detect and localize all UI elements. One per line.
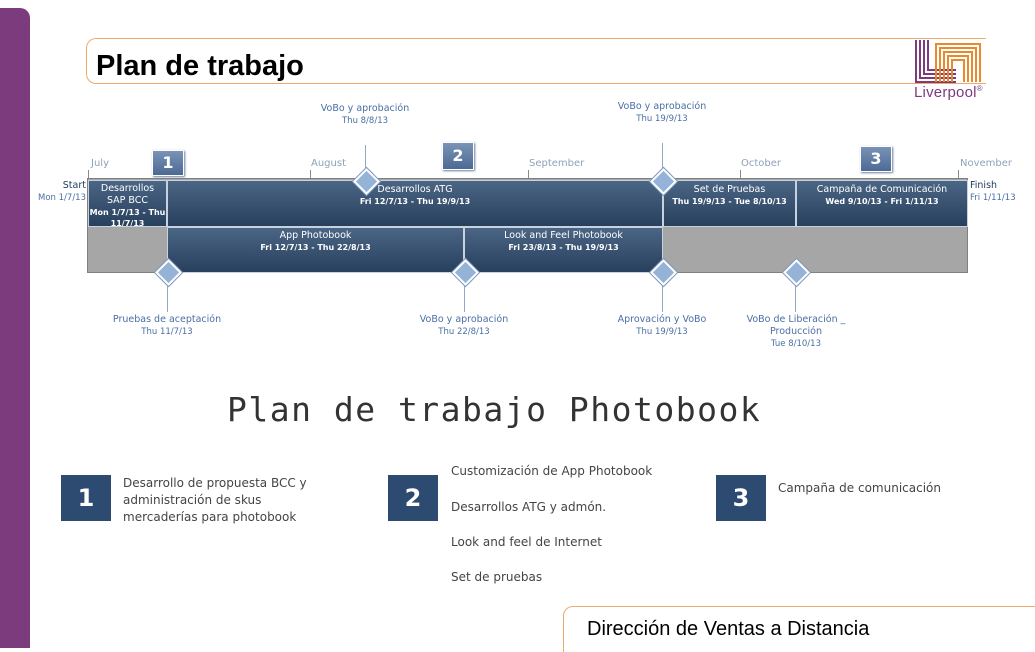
finish-date: Fri 1/11/13: [970, 193, 1016, 203]
task-name: Campaña de Comunicación: [816, 184, 948, 195]
phase-marker-3: 3: [860, 146, 892, 172]
task-bar-look-and-feel: [464, 227, 663, 273]
task-name: Desarrollos ATG: [377, 184, 453, 195]
month-label-november: November: [960, 158, 1013, 169]
task-bar-set-de-pruebas: [663, 180, 796, 227]
month-label-july: July: [91, 158, 109, 169]
task-name: Desarrollos SAP BCC: [100, 183, 155, 206]
task-name: Look and Feel Photobook: [504, 230, 623, 241]
milestone-name: VoBo y aprobación: [320, 103, 410, 114]
milestone-name: Aprovación y VoBo: [617, 314, 707, 325]
milestone-bottom-2: [404, 314, 524, 338]
phase-3-description: Campaña de comunicación: [778, 481, 941, 495]
task-dates: Thu 19/9/13 - Tue 8/10/13: [672, 197, 787, 206]
left-decorative-bar: [0, 8, 30, 648]
task-name: App Photobook: [279, 230, 352, 241]
milestone-name: VoBo de Liberación _ Producción: [746, 314, 846, 337]
finish-label: Finish: [970, 180, 998, 191]
milestone-date: Tue 8/10/13: [771, 339, 821, 349]
phase-marker-2: 2: [442, 142, 474, 170]
milestone-name: Pruebas de aceptación: [112, 314, 222, 325]
milestone-bottom-1: [97, 314, 237, 338]
phase-2-item: Customización de App Photobook: [451, 464, 653, 478]
footer-text: Dirección de Ventas a Distancia: [587, 618, 870, 640]
phase-number-1: 1: [61, 475, 111, 521]
month-tick: [958, 170, 959, 178]
milestone-name: VoBo y aprobación: [617, 101, 707, 112]
task-bar-desarrollos-atg: [167, 180, 663, 227]
task-dates: Mon 1/7/13 - Thu 11/7/13: [89, 208, 166, 227]
milestone-connector: [167, 286, 168, 312]
photobook-title: Plan de trabajo Photobook: [227, 390, 762, 429]
milestone-connector: [662, 286, 663, 312]
task-bar-sap-bcc: [88, 180, 167, 227]
milestone-date: Thu 19/9/13: [636, 327, 688, 337]
phase-1-description: Desarrollo de propuesta BCC y administración de skus mercaderías para photobook: [123, 476, 307, 524]
phase-2-item: Look and feel de Internet: [451, 535, 602, 549]
milestone-bottom-3: [602, 314, 722, 338]
month-label-october: October: [741, 158, 782, 169]
milestone-connector: [795, 286, 796, 312]
start-label: Start: [62, 180, 86, 191]
milestone-date: Thu 19/9/13: [636, 114, 688, 124]
milestone-bottom-4: [735, 314, 857, 350]
task-name: Set de Pruebas: [693, 184, 766, 195]
logo-wordmark: [914, 84, 983, 101]
task-bar-app-photobook: [167, 227, 464, 273]
logo-text: Liverpool: [914, 84, 977, 101]
timeline-start: [28, 180, 86, 204]
month-tick: [740, 170, 741, 178]
month-label-september: September: [529, 158, 585, 169]
start-date: Mon 1/7/13: [38, 193, 86, 203]
month-tick: [528, 170, 529, 178]
milestone-connector: [464, 286, 465, 312]
milestone-date: Thu 11/7/13: [141, 327, 193, 337]
logo-registered-mark: ®: [976, 84, 983, 93]
phase-marker-1: 1: [152, 150, 184, 176]
milestone-top-2: [602, 101, 722, 125]
phase-2-item: Desarrollos ATG y admón.: [451, 500, 607, 514]
task-dates: Wed 9/10/13 - Fri 1/11/13: [825, 197, 939, 206]
phase-number-2: 2: [388, 475, 438, 521]
task-dates: Fri 12/7/13 - Thu 19/9/13: [359, 197, 471, 206]
phase-2-item: Set de pruebas: [451, 570, 543, 584]
milestone-date: Thu 8/8/13: [341, 116, 389, 126]
milestone-top-1: [305, 103, 425, 127]
month-tick: [310, 170, 311, 178]
timeline-finish: [970, 180, 1030, 204]
task-dates: Fri 23/8/13 - Thu 19/9/13: [508, 243, 619, 252]
phase-number-3: 3: [716, 475, 766, 521]
task-bar-campana-comunicacion: [796, 180, 968, 227]
milestone-name: VoBo y aprobación: [419, 314, 509, 325]
page-title: Plan de trabajo: [96, 50, 304, 82]
task-dates: Fri 12/7/13 - Thu 22/8/13: [260, 243, 371, 252]
month-label-august: August: [311, 158, 346, 169]
month-tick: [88, 170, 89, 178]
milestone-date: Thu 22/8/13: [438, 327, 490, 337]
